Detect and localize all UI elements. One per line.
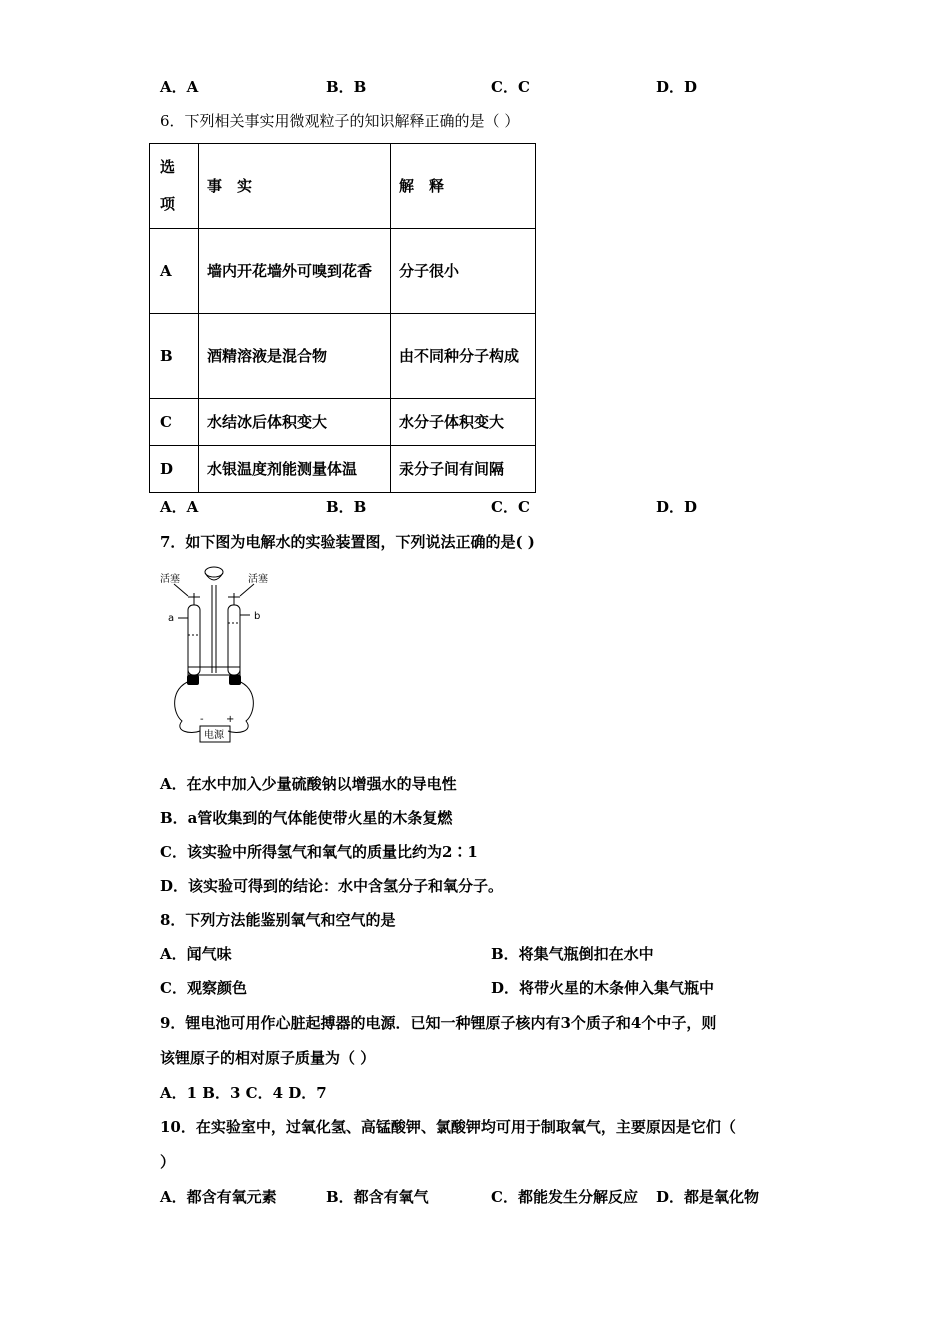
q7-option-c[interactable]: C．该实验中所得氢气和氧气的质量比约为2∶1 [160,843,478,861]
row-fact: 酒精溶液是混合物 [199,314,391,399]
electrolysis-apparatus-figure [160,563,280,748]
q10-stem-line2: ） [160,1153,176,1171]
row-option: B [150,314,199,399]
row-fact: 水结冰后体积变大 [199,399,391,446]
q5-option-c[interactable]: C．C [491,78,530,96]
row-explanation: 汞分子间有间隔 [391,446,536,493]
q5-option-a[interactable]: A．A [160,78,199,96]
table-row [150,399,536,446]
q10-option-b[interactable]: B．都含有氧气 [326,1188,429,1206]
q6-stem: 6．下列相关事实用微观粒子的知识解释正确的是（ ） [160,112,520,130]
row-option: D [150,446,199,493]
tube-b-label: b [254,611,261,622]
row-option: A [150,229,199,314]
table-row [150,314,536,399]
row-explanation: 分子很小 [391,229,536,314]
row-option: C [150,399,199,446]
power-source-label: 电源 [204,730,224,741]
q9-stem-line2: 该锂原子的相对原子质量为（ ） [160,1049,376,1067]
q7-stem: 7．如下图为电解水的实验装置图，下列说法正确的是( ) [160,533,535,551]
q7-option-a[interactable]: A．在水中加入少量硫酸钠以增强水的导电性 [160,775,457,793]
q10-option-a[interactable]: A．都含有氧元素 [160,1188,277,1206]
header-option: 选项 [150,144,199,229]
q6-option-c[interactable]: C．C [491,498,530,516]
table-row [150,446,536,493]
q9-options[interactable]: A．1 B．3 C．4 D．7 [160,1084,327,1102]
q6-option-d[interactable]: D．D [656,498,698,516]
right-valve-label: 活塞 [248,574,268,585]
row-explanation: 由不同种分子构成 [391,314,536,399]
plus-terminal-label: + [226,714,235,725]
header-fact: 事 实 [199,144,391,229]
q8-option-a[interactable]: A．闻气味 [160,945,232,963]
q6-option-b[interactable]: B．B [326,498,367,516]
header-explanation: 解 释 [391,144,536,229]
left-valve-label: 活塞 [160,574,180,585]
q8-option-b[interactable]: B．将集气瓶倒扣在水中 [491,945,654,963]
q6-option-a[interactable]: A．A [160,498,199,516]
tube-a-label: a [168,613,175,624]
table-header-row [150,144,536,229]
q9-stem-line1: 9．锂电池可用作心脏起搏器的电源．已知一种锂原子核内有3个质子和4个中子，则 [160,1014,717,1032]
table-row [150,229,536,314]
q6-table [149,143,536,493]
row-fact: 水银温度剂能测量体温 [199,446,391,493]
q7-option-b[interactable]: B．a管收集到的气体能使带火星的木条复燃 [160,809,453,827]
q10-stem-line1: 10．在实验室中，过氧化氢、高锰酸钾、氯酸钾均可用于制取氧气，主要原因是它们（ [160,1118,736,1136]
minus-terminal-label: - [200,714,204,725]
q8-option-d[interactable]: D．将带火星的木条伸入集气瓶中 [491,979,715,997]
q8-stem: 8．下列方法能鉴别氧气和空气的是 [160,911,396,929]
q7-option-d[interactable]: D．该实验可得到的结论：水中含氢分子和氧分子。 [160,877,504,895]
q8-option-c[interactable]: C．观察颜色 [160,979,247,997]
row-explanation: 水分子体积变大 [391,399,536,446]
q10-option-d[interactable]: D．都是氧化物 [656,1188,760,1206]
q5-option-d[interactable]: D．D [656,78,698,96]
q10-option-c[interactable]: C．都能发生分解反应 [491,1188,638,1206]
q5-option-b[interactable]: B．B [326,78,367,96]
row-fact: 墙内开花墙外可嗅到花香 [199,229,391,314]
